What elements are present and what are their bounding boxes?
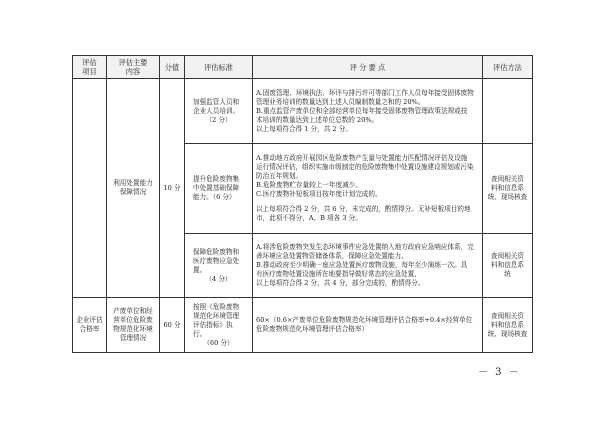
project-cell-empty: [73, 79, 107, 298]
points-cell-training: A.固废管理、环境执法、环评与排污许可等部门工作人员每年接受固体废物 管理业务培训的数量达到上述人员编制数量之和的 20%。 B.重点监管产废单位和全部经营单位每年接受固体废物管理政策法规或技 术培训的数量达到上述单位总数的 20%。 以上每项符合得 1 分，共 2 分。: [253, 79, 483, 144]
header-standard: 评估标准: [185, 56, 253, 79]
evaluation-table: [72, 55, 533, 353]
content-cell-enterprise: 产废单位和经 营单位危险废 物规范化环境 管理情况: [107, 298, 160, 353]
standard-cell-training: 加强监管人员和 企业人员培训。 （2 分）: [185, 79, 253, 144]
points-cell-centralized: A.推动地方政府开展园区危险废物产生量与处置能力匹配情况评估及设施 运行情况评估，组织实施市级制定的危险废物集中处置设施建设规划或污染 防治五年规划。 B.危险废物贮存量较上一年度减少。 C.医疗废物补短板项目按年度计划完成的。 以上每项符合得 2 分，共 6 分，未完成的，酌情得分。无补短板项目的地 市，此项不得分，A、B 项各 3 分。: [253, 144, 483, 234]
method-cell-centralized: 查阅相关资 料和信息系 统、现场核查: [483, 144, 533, 234]
points-cell-emergency: A.将涉危险废物突发生态环境事件应急处置纳入地方政府应急响应体系，完 善环境应急处置物资储备体系，保障应急处置能力。 B.推动政府至少明确一座应急处置医疗废物设施，每年至少演练一次。具 有医疗废物处置设施所在地要指导做好常态的应急处置， 以上每项符合得 2 分，共 4 分，部分完成的，酌情得分。: [253, 234, 483, 298]
table-row: [73, 79, 533, 144]
method-cell-emergency: 查阅相关资 料和信息系 统: [483, 234, 533, 298]
score-cell-enterprise: 60 分: [160, 298, 185, 353]
header-project: 评估 项目: [73, 56, 107, 79]
project-cell-enterprise: 企业评估 合格率: [73, 298, 107, 353]
standard-cell-centralized: 提升危险废物集 中处置基础保障 能力。（6 分）: [185, 144, 253, 234]
header-score: 分值: [160, 56, 185, 79]
page-number: － 3 －: [478, 367, 521, 378]
method-cell-enterprise: 查阅相关资 料和信息系 统、现场核查: [483, 298, 533, 353]
score-cell-capacity: 10 分: [160, 79, 185, 298]
standard-cell-emergency: 保障危险废物和 医疗废物应急处 置。 （4 分）: [185, 234, 253, 298]
header-points: 评 分 要 点: [253, 56, 483, 79]
header-method: 评估方法: [483, 56, 533, 79]
points-cell-enterprise: 60×（0.6×产废单位危险废物规范化环境管理评估合格率+0.4×经营单位 危险废物规范化环境管理评估合格率）: [253, 298, 483, 353]
table-header-row: [73, 56, 533, 79]
standard-cell-enterprise: 按照《危险废物 规范化环境管理 评估指标》执行。 （60 分）: [185, 298, 253, 353]
content-cell-capacity: 利用处置能力 保障情况: [107, 79, 160, 298]
header-content: 评估主要 内容: [107, 56, 160, 79]
method-cell-training-empty: [483, 79, 533, 144]
table-row: [73, 298, 533, 353]
